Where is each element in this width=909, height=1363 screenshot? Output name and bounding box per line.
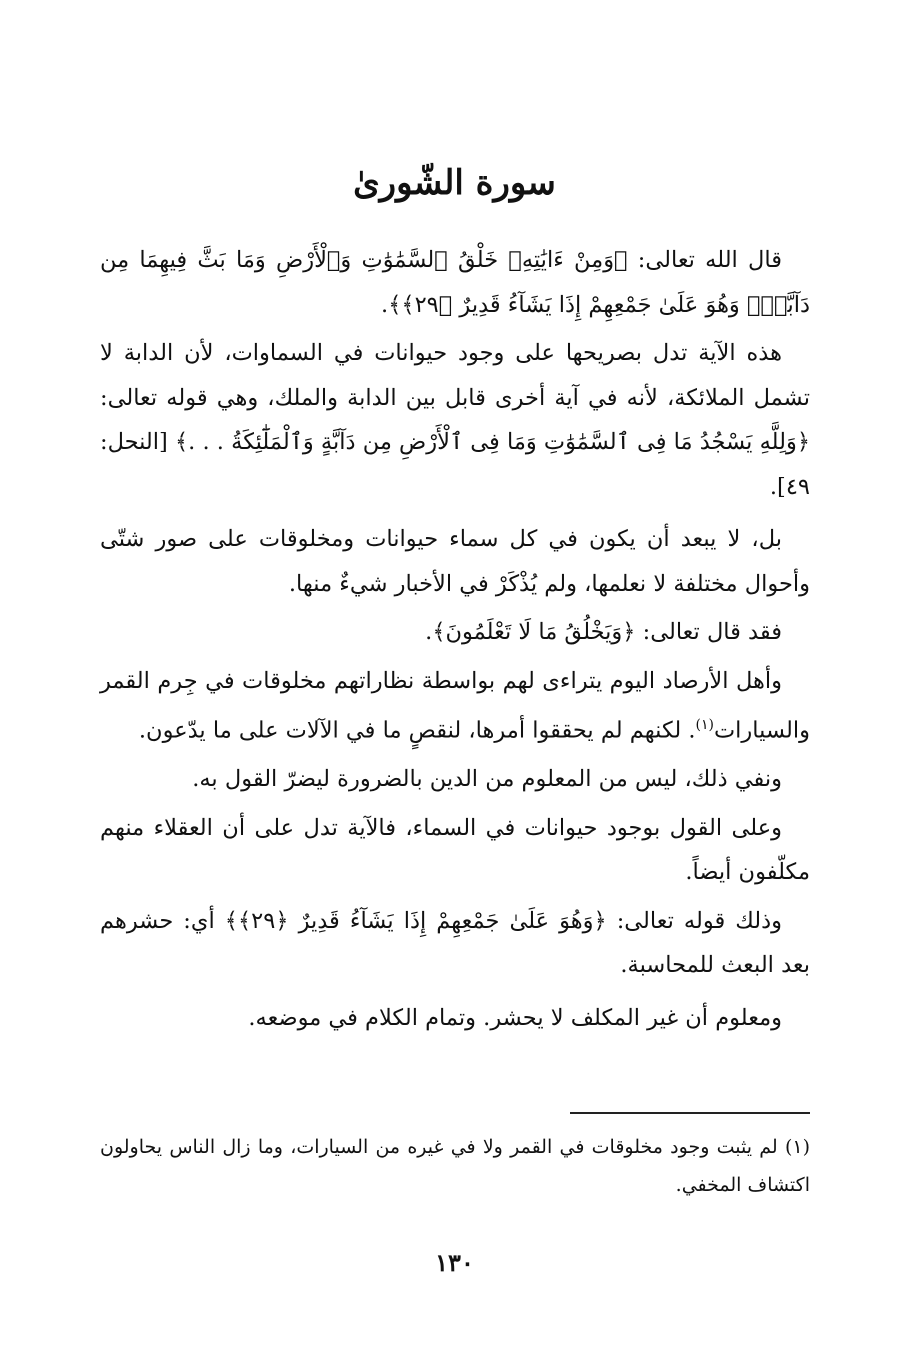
footnote-divider (570, 1112, 810, 1114)
paragraph-denial: ونفي ذلك، ليس من المعلوم من الدين بالضرورة ليضرّ القول به. (192, 766, 782, 792)
observatories-text-end: . لكنهم لم يحققوا أمرها، لنقصٍ ما في الآلات على ما يدّعون. (138, 717, 696, 744)
paragraph-obligation: وعلى القول بوجود حيوانات في السماء، فالآية تدل على أن العقلاء منهم مكلّفون أيضاً. (100, 814, 810, 885)
main-text (100, 238, 810, 1044)
page-number: ١٣٠ (435, 1248, 474, 1277)
paragraph-gathering: وذلك قوله تعالى: ﴿وَهُوَ عَلَىٰ جَمْعِهِمْ إِذَا يَشَآءُ قَدِيرٌ ﴿٢٩﴾﴾ أي: حشرهم بعد البعث للمحاسبة. (100, 907, 810, 978)
paragraph-possibility: بل، لا يبعد أن يكون في كل سماء حيوانات ومخلوقات على صور شتّى وأحوال مختلفة لا نعلمها، ولم يُذْكَرْ في الأخبار شيءٌ منها. (100, 526, 810, 597)
paragraph-explanation: هذه الآية تدل بصريحها على وجود حيوانات في السماوات، لأن الدابة لا تشمل الملائكة، لأنه في آية أخرى قابل بين الدابة والملك، وهي قوله تعالى: ﴿وَلِلَّهِ يَسْجُدُ مَا فِى ٱلسَّمَٰوَٰتِ وَمَا فِى ٱلْأَرْضِ مِن دَآبَّةٍ وَٱلْمَلَٰٓئِكَةُ . . .﴾ [النحل: ٤٩]. (100, 340, 810, 500)
paragraph-quote-create: فقد قال تعالى: ﴿وَيَخْلُقُ مَا لَا تَعْلَمُونَ﴾. (425, 619, 782, 645)
observatories-text: وأهل الأرصاد اليوم يتراءى لهم بواسطة نظاراتهم مخلوقات في جِرم القمر والسيارات (100, 667, 810, 744)
paragraph-conclusion: ومعلوم أن غير المكلف لا يحشر. وتمام الكلام في موضعه. (248, 1004, 782, 1031)
footnote: (١) لم يثبت وجود مخلوقات في القمر ولا في غيره من السيارات، وما زال الناس يحاولون اكتشاف المخفي. (100, 1136, 810, 1196)
surah-title: سورة الشّورىٰ (353, 163, 556, 203)
footnote-marker: (١) (695, 717, 714, 733)
paragraph-ayah-quote: قال الله تعالى: ﴿وَمِنْ ءَايَٰتِهِۦ خَلْقُ ٱلسَّمَٰوَٰتِ وَٱلْأَرْضِ وَمَا بَثَّ فِيهِمَا مِن دَآبَّةٍۚ وَهُوَ عَلَىٰ جَمْعِهِمْ إِذَا يَشَآءُ قَدِيرٌ ﴿٢٩﴾﴾. (100, 247, 810, 318)
paragraph-observatories (100, 659, 810, 754)
